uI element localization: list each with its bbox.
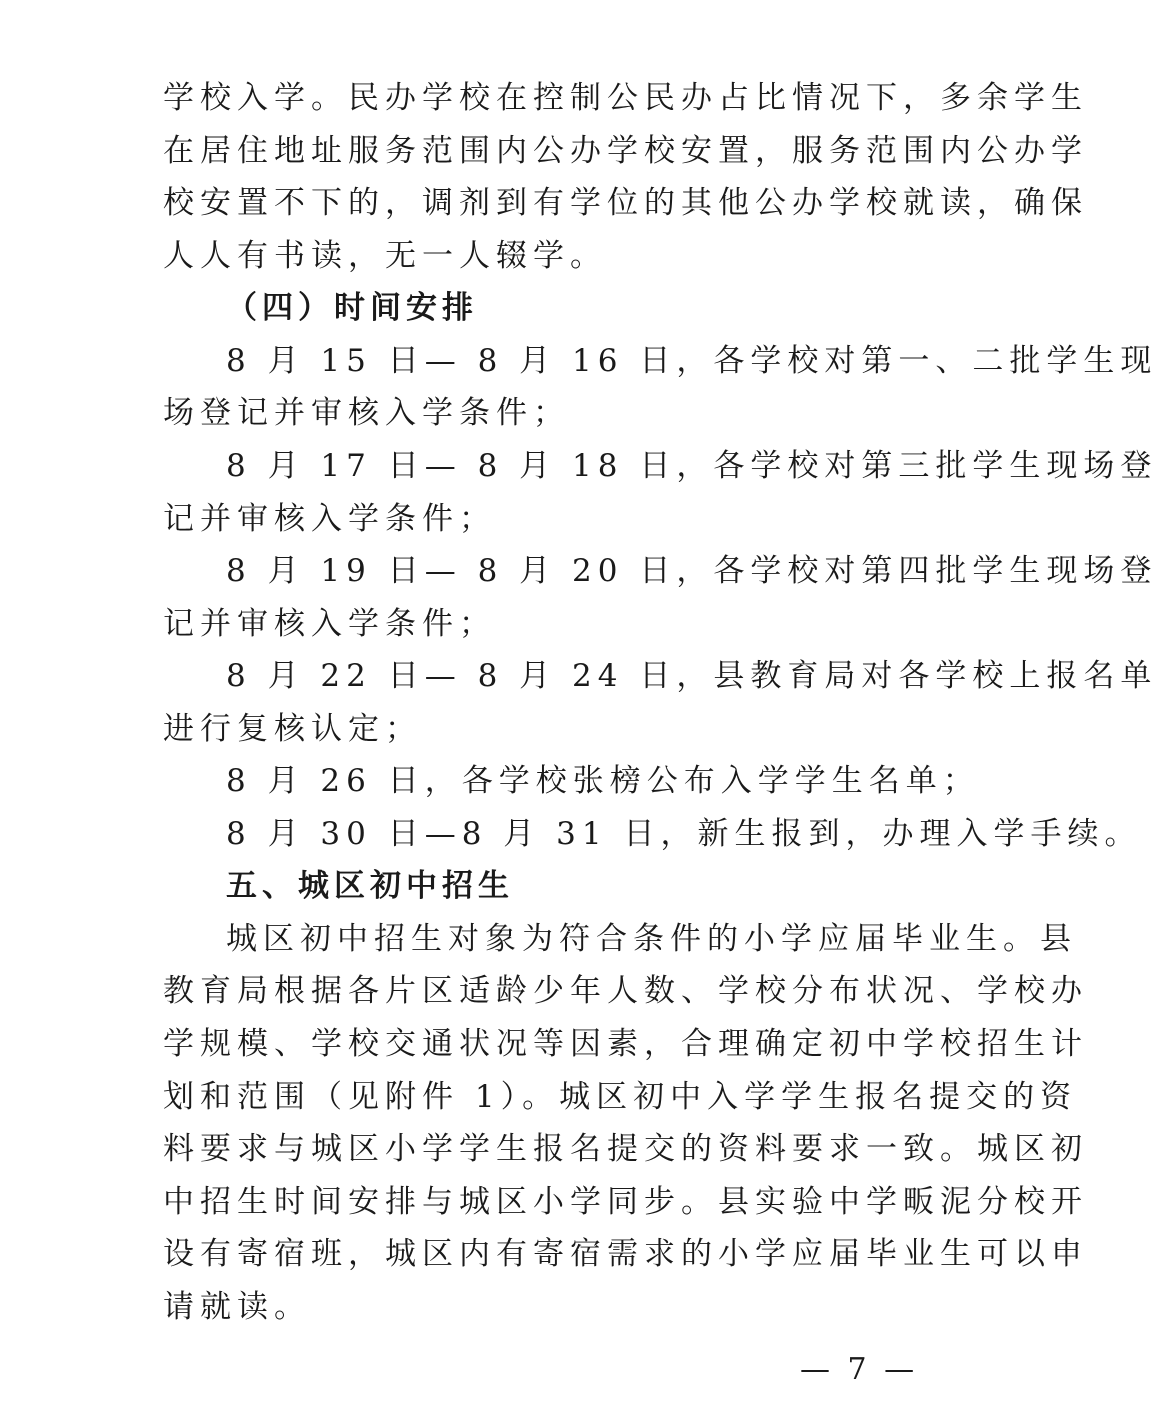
schedule-item: 8 月 22 日— 8 月 24 日，县教育局对各学校上报名单 <box>226 658 1157 694</box>
paragraph-line: 人人有书读，无一人辍学。 <box>163 238 607 274</box>
schedule-item: 8 月 26 日，各学校张榜公布入学学生名单； <box>226 763 980 799</box>
page-number: — 7 — <box>800 1352 919 1387</box>
paragraph-line: 在居住地址服务范围内公办学校安置，服务范围内公办学 <box>163 133 1088 169</box>
paragraph-line: 学校入学。民办学校在控制公民办占比情况下，多余学生 <box>163 80 1088 116</box>
schedule-item-continuation: 记并审核入学条件； <box>163 606 496 642</box>
schedule-item: 8 月 30 日—8 月 31 日，新生报到，办理入学手续。 <box>226 816 1142 852</box>
schedule-item-continuation: 场登记并审核入学条件； <box>163 395 570 431</box>
paragraph-line: 中招生时间安排与城区小学同步。县实验中学畈泥分校开 <box>163 1184 1088 1220</box>
schedule-item: 8 月 15 日— 8 月 16 日，各学校对第一、二批学生现 <box>226 343 1157 379</box>
section-heading: 五、城区初中招生 <box>226 868 514 904</box>
paragraph-line: 学规模、学校交通状况等因素，合理确定初中学校招生计 <box>163 1026 1088 1062</box>
schedule-item-continuation: 记并审核入学条件； <box>163 501 496 537</box>
paragraph-line: 校安置不下的，调剂到有学位的其他公办学校就读，确保 <box>163 185 1088 221</box>
schedule-item: 8 月 17 日— 8 月 18 日，各学校对第三批学生现场登 <box>226 448 1157 484</box>
schedule-item-continuation: 进行复核认定； <box>163 711 422 747</box>
paragraph-line: 设有寄宿班，城区内有寄宿需求的小学应届毕业生可以申 <box>163 1236 1088 1272</box>
paragraph-line: 料要求与城区小学学生报名提交的资料要求一致。城区初 <box>163 1131 1088 1167</box>
paragraph-line: 城区初中招生对象为符合条件的小学应届毕业生。县 <box>226 921 1077 957</box>
section-subheading: （四）时间安排 <box>226 290 478 326</box>
schedule-item: 8 月 19 日— 8 月 20 日，各学校对第四批学生现场登 <box>226 553 1157 589</box>
paragraph-line: 教育局根据各片区适龄少年人数、学校分布状况、学校办 <box>163 973 1088 1009</box>
paragraph-line: 划和范围（见附件 1）。城区初中入学学生报名提交的资 <box>163 1079 1078 1115</box>
paragraph-line: 请就读。 <box>163 1289 311 1325</box>
